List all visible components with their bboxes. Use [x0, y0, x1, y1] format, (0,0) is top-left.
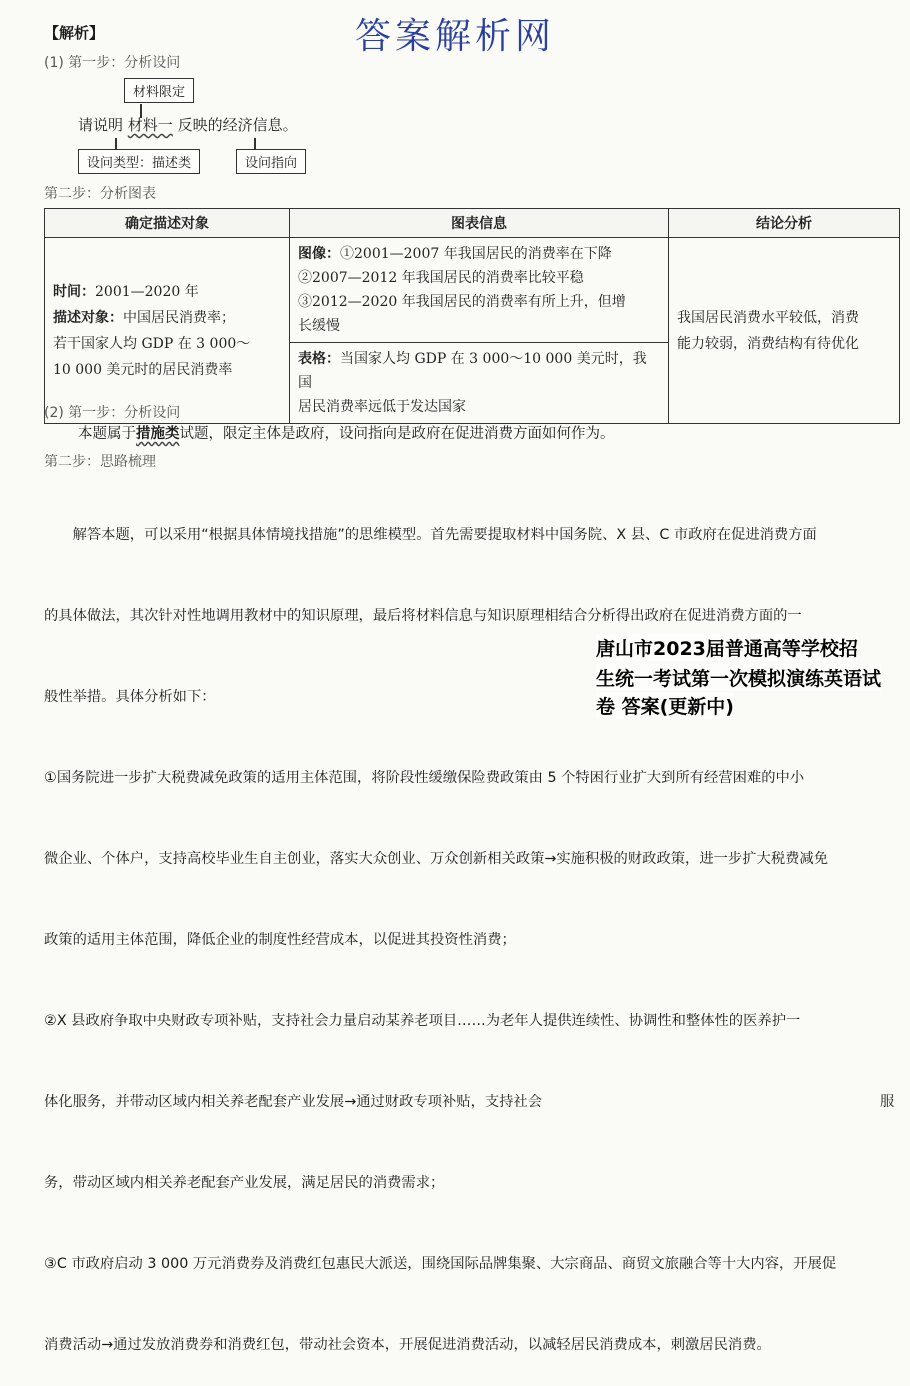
- image-label: 图像：: [298, 246, 340, 262]
- conclusion-line1: 我国居民消费水平较低，消费: [677, 309, 859, 326]
- body-line: ①国务院进一步扩大税费减免政策的适用主体范围，将阶段性缓缴保险费政策由 5 个特困行业扩大到所有经营困难的中小: [44, 770, 805, 786]
- part2-step1: (2) 第一步：分析设问: [44, 405, 181, 421]
- para1-post: 试题，限定主体是政府，设问指向是政府在促进消费方面如何作为。: [179, 426, 615, 442]
- part2-step2: 第二步：思路梳理: [44, 454, 156, 470]
- table-row: [45, 238, 900, 343]
- section-tag: 【解析】: [44, 24, 105, 42]
- question-rest: 反映的经济信息。: [172, 116, 298, 134]
- box-material-limit: 材料限定: [124, 78, 194, 103]
- para1-pre: 本题属于: [78, 426, 136, 442]
- body-line-tail: 服: [880, 1094, 895, 1110]
- question-material: 材料一: [127, 116, 173, 134]
- question-prefix: 请说明: [78, 116, 128, 134]
- time-label: 时间：: [53, 283, 95, 300]
- col-chart-info-table: [290, 343, 669, 424]
- body-line: 政策的适用主体范围，降低企业的制度性经营成本，以促进其投资性消费；: [44, 932, 516, 948]
- image-line1: ①2001—2007 年我国居民的消费率在下降: [340, 246, 612, 262]
- body-line: ②X 县政府争取中央财政专项补贴，支持社会力量启动某养老项目……为老年人提供连续性、协调性和整体性的医养护一: [44, 1013, 801, 1029]
- image-line3: ③2012—2020 年我国居民的消费率有所上升，但增: [298, 294, 626, 310]
- time-value: 2001—2020 年: [95, 283, 199, 300]
- col1-line3: 若干国家人均 GDP 在 3 000～: [53, 335, 251, 352]
- body-line: 务，带动区域内相关养老配套产业发展，满足居民的消费需求；: [44, 1175, 445, 1191]
- body-line: ③C 市政府启动 3 000 万元消费券及消费红包惠民大派送，围绕国际品牌集聚、大宗商品、商贸文旅融合等十大内容，开展促: [44, 1256, 837, 1272]
- question-line: [78, 114, 298, 135]
- table-header: 结论分析: [669, 209, 900, 238]
- object-label: 描述对象：: [53, 309, 123, 326]
- table-header: 图表信息: [290, 209, 669, 238]
- image-line4: 长缓慢: [298, 318, 340, 334]
- overlay-title-line3: 卷 答案(更新中): [596, 692, 734, 719]
- box-question-direction: 设问指向: [236, 149, 306, 174]
- body-line: [44, 1089, 906, 1116]
- part1-step1: (1) 第一步：分析设问: [44, 55, 181, 71]
- body-line: 消费活动→通过发放消费券和消费红包，带动社会资本，开展促进消费活动，以减轻居民消费成本，刺激居民消费。: [44, 1337, 771, 1353]
- body-line: 般性举措。具体分析如下：: [44, 689, 216, 705]
- watermark-logo: 答案解析网: [355, 16, 556, 57]
- image-line2: ②2007—2012 年我国居民的消费率比较平稳: [298, 270, 584, 286]
- part1-step2: 第二步：分析图表: [44, 186, 156, 202]
- body-line: 微企业、个体户，支持高校毕业生自主创业，落实大众创业、万众创新相关政策→实施积极的财政政策，进一步扩大税费减免: [44, 851, 829, 867]
- overlay-title-line1: 唐山市2023届普通高等学校招: [596, 634, 858, 661]
- body-line-part: 体化服务，并带动区域内相关养老配套产业发展→通过财政专项补贴，支持社会: [44, 1094, 543, 1110]
- col-conclusion: [669, 238, 900, 424]
- body-line: 的具体做法，其次针对性地调用教材中的知识原理，最后将材料信息与知识原理相结合分析得出政府在促进消费方面的一: [44, 608, 802, 624]
- conclusion-line2: 能力较弱，消费结构有待优化: [677, 335, 859, 352]
- body-line: 解答本题，可以采用“根据具体情境找措施”的思维模型。首先需要提取材料中国务院、X 县、C 市政府在促进消费方面: [44, 527, 817, 543]
- analysis-table: [44, 208, 900, 424]
- table-line1: 当国家人均 GDP 在 3 000～10 000 美元时，我国: [298, 351, 647, 391]
- table-label: 表格：: [298, 351, 340, 367]
- col-chart-info-image: [290, 238, 669, 343]
- col1-line4: 10 000 美元时的居民消费率: [53, 361, 233, 378]
- analysis-body: [44, 468, 906, 1386]
- table-header: 确定描述对象: [45, 209, 290, 238]
- table-header-row: [45, 209, 900, 238]
- part2-para1: [78, 421, 615, 448]
- para1-bold: 措施类: [136, 426, 180, 442]
- object-value: 中国居民消费率；: [123, 309, 235, 326]
- table-line2: 居民消费率远低于发达国家: [298, 399, 466, 415]
- box-question-type: 设问类型：描述类: [78, 149, 200, 174]
- overlay-title-line2: 生统一考试第一次模拟演练英语试: [596, 664, 881, 691]
- col-describe-object: [45, 238, 290, 424]
